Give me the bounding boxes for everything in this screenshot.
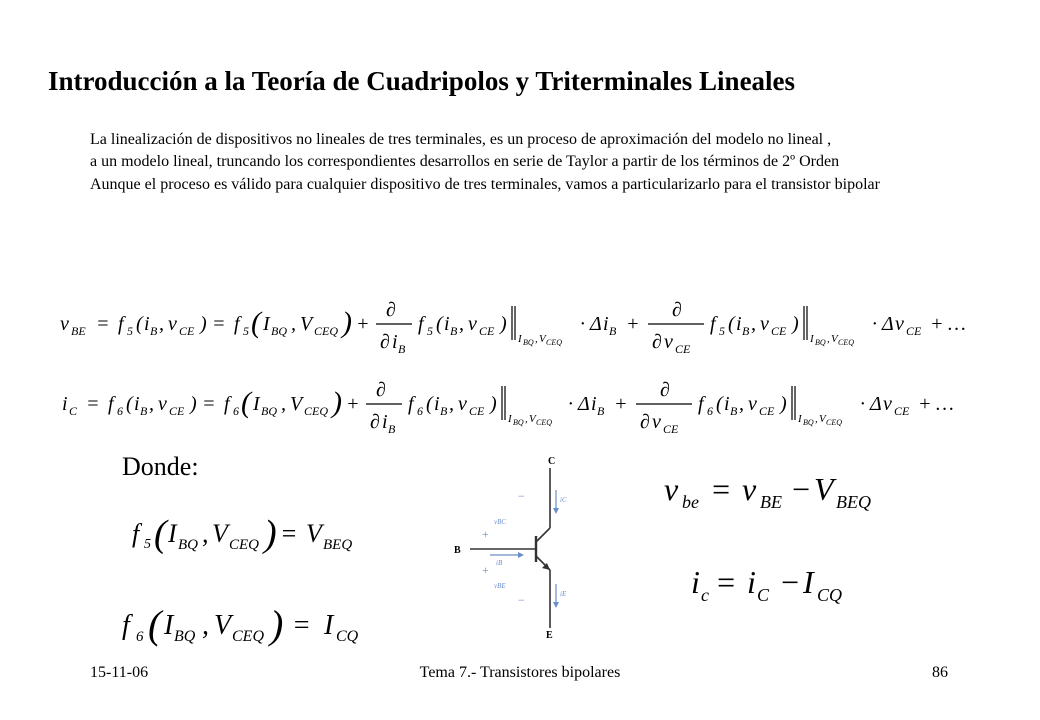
svg-text:CEQ: CEQ (232, 628, 264, 645)
eq1-render (60, 288, 990, 358)
svg-text:BE: BE (760, 492, 782, 512)
footer-title: Tema 7.- Transistores bipolares (419, 664, 621, 681)
footer-date: 15-11-06 (90, 664, 149, 681)
svg-text:v: v (742, 471, 757, 507)
svg-text:be: be (682, 492, 699, 512)
svg-text:,: , (291, 313, 296, 335)
svg-text:I: I (164, 610, 174, 641)
svg-text:=: = (202, 393, 216, 415)
svg-text:+: + (482, 563, 489, 577)
svg-text:i: i (724, 393, 730, 415)
svg-text:CE: CE (771, 324, 787, 338)
svg-text:+: + (346, 393, 360, 415)
svg-text:B: B (140, 404, 148, 418)
svg-text:(: ( (148, 602, 162, 647)
svg-text:CEQ: CEQ (536, 418, 552, 427)
svg-text:,: , (149, 393, 154, 415)
vbe-render (660, 462, 900, 518)
vbc-voltage-label: vBC (494, 518, 507, 526)
svg-text:BEQ: BEQ (836, 492, 871, 512)
svg-text:I: I (518, 333, 522, 345)
svg-text:−: − (790, 471, 812, 507)
svg-text:v: v (664, 331, 673, 353)
svg-text:v: v (760, 313, 769, 335)
svg-text:): ) (500, 313, 507, 335)
svg-text:6: 6 (707, 404, 713, 418)
svg-text:+: + (482, 527, 489, 541)
svg-text:i: i (591, 393, 597, 415)
svg-text:−: − (518, 593, 525, 607)
svg-text:(: ( (251, 306, 261, 339)
svg-text:V: V (300, 313, 313, 335)
body-paragraph-1: La linealización de dispositivos no lineales de tres terminales, es un proceso de aproximación del modelo no lineal , (90, 131, 832, 148)
vbe-voltage-label: vBE (494, 582, 506, 590)
svg-text:Δ: Δ (590, 313, 602, 335)
svg-text:CEQ: CEQ (229, 537, 259, 553)
svg-text:=: = (280, 519, 298, 548)
svg-text:V: V (831, 333, 838, 345)
svg-text:CE: CE (759, 404, 775, 418)
svg-text:I: I (803, 564, 814, 600)
svg-text:(: ( (136, 313, 143, 335)
svg-text:CE: CE (169, 404, 185, 418)
svg-text:v: v (168, 313, 177, 335)
svg-text:f: f (108, 393, 114, 415)
svg-text:CEQ: CEQ (838, 338, 854, 347)
svg-text:=: = (292, 610, 311, 641)
terminal-e-label: E (546, 630, 553, 641)
svg-text:): ) (490, 393, 497, 415)
svg-text:): ) (264, 513, 277, 555)
ic-render (685, 555, 875, 611)
svg-text:v: v (748, 393, 757, 415)
svg-text:+: + (626, 313, 640, 335)
svg-text:BQ: BQ (815, 338, 826, 347)
svg-text:i: i (691, 564, 700, 600)
svg-text:∂: ∂ (386, 299, 396, 321)
svg-text:B: B (440, 404, 448, 418)
svg-text:): ) (342, 306, 352, 339)
svg-text:CEQ: CEQ (314, 324, 338, 338)
body-paragraph-3: Aunque el proceso es válido para cualquier dispositivo de tres terminales, vamos a particularizarlo para el transistor bipolar (90, 175, 880, 193)
svg-text:V: V (814, 471, 834, 507)
svg-text:=: = (212, 313, 226, 335)
svg-text:v: v (895, 313, 904, 335)
svg-text:=: = (715, 564, 737, 600)
svg-text:,: , (449, 393, 454, 415)
svg-text:v: v (158, 393, 167, 415)
svg-text:+: + (614, 393, 628, 415)
svg-text:): ) (780, 393, 787, 415)
svg-text:,: , (535, 333, 538, 345)
svg-text:I: I (253, 393, 260, 415)
svg-text:=: = (710, 471, 732, 507)
svg-text:I: I (508, 413, 512, 425)
svg-text:B: B (597, 404, 605, 418)
svg-text:CE: CE (906, 324, 922, 338)
npn-transistor-icon (450, 452, 590, 642)
svg-text:∂: ∂ (640, 411, 650, 433)
svg-text:∂: ∂ (652, 331, 662, 353)
svg-text:CEQ: CEQ (826, 418, 842, 427)
svg-text:CE: CE (469, 404, 485, 418)
svg-text:V: V (212, 519, 228, 548)
svg-text:∂: ∂ (672, 299, 682, 321)
formula-ic (685, 555, 875, 616)
svg-text:(: ( (728, 313, 735, 335)
svg-text:): ) (190, 393, 197, 415)
svg-text:B: B (730, 404, 738, 418)
svg-text:,: , (525, 413, 528, 425)
svg-text:f: f (132, 519, 140, 548)
svg-text:5: 5 (144, 537, 151, 552)
svg-text:CEQ: CEQ (304, 404, 328, 418)
svg-text:V: V (819, 413, 826, 425)
ib-current-label: iB (496, 559, 503, 567)
svg-text:∂: ∂ (660, 379, 670, 401)
svg-text:B: B (398, 342, 406, 356)
svg-text:Δ: Δ (870, 393, 882, 415)
svg-text:+: + (918, 393, 932, 415)
svg-text:V: V (290, 393, 303, 415)
svg-text:(: ( (126, 393, 133, 415)
svg-text:6: 6 (136, 629, 144, 645)
footer-page-number: 86 (932, 664, 948, 681)
svg-text:B: B (450, 324, 458, 338)
svg-text:,: , (202, 610, 209, 641)
svg-text:I: I (798, 413, 802, 425)
svg-text:CE: CE (479, 324, 495, 338)
ie-current-label: iE (560, 590, 567, 598)
svg-text:+: + (930, 313, 944, 335)
svg-text:): ) (792, 313, 799, 335)
svg-text:(: ( (241, 386, 251, 419)
formula-f5 (128, 500, 378, 565)
svg-text:i: i (144, 313, 150, 335)
svg-text:·: · (568, 393, 573, 415)
svg-text:i: i (736, 313, 742, 335)
formula-f6 (118, 592, 383, 657)
svg-text:f: f (224, 393, 230, 415)
eq2-render (60, 368, 990, 438)
svg-text:i: i (134, 393, 140, 415)
svg-text:f: f (408, 393, 414, 415)
taylor-equation-ic (60, 368, 990, 438)
svg-text:i: i (603, 313, 609, 335)
svg-text:f: f (418, 313, 424, 335)
svg-text:C: C (757, 585, 770, 605)
svg-text:CEQ: CEQ (546, 338, 562, 347)
svg-text:CE: CE (663, 422, 679, 436)
svg-text:BQ: BQ (513, 418, 524, 427)
svg-text:6: 6 (233, 404, 239, 418)
svg-text:V: V (539, 333, 546, 345)
svg-text:5: 5 (127, 324, 133, 338)
svg-text:BQ: BQ (178, 537, 198, 553)
svg-text:CE: CE (179, 324, 195, 338)
svg-text:,: , (202, 519, 209, 548)
svg-text:,: , (281, 393, 286, 415)
svg-text:∂: ∂ (370, 411, 380, 433)
svg-text:…: … (936, 393, 954, 415)
svg-text:v: v (458, 393, 467, 415)
svg-text:): ) (332, 386, 342, 419)
svg-text:(: ( (436, 313, 443, 335)
slide-title: Introducción a la Teoría de Cuadripolos y Triterminales Lineales (48, 66, 796, 96)
svg-text:v: v (883, 393, 892, 415)
svg-text:v: v (652, 411, 661, 433)
svg-text:CQ: CQ (817, 585, 843, 605)
svg-text:f: f (122, 610, 130, 641)
svg-text:·: · (872, 313, 877, 335)
svg-text:BQ: BQ (271, 324, 287, 338)
bjt-circuit-diagram (450, 452, 590, 647)
svg-text:f: f (234, 313, 240, 335)
svg-text:CQ: CQ (336, 628, 359, 645)
svg-text:(: ( (154, 513, 167, 555)
svg-text:B: B (609, 324, 617, 338)
svg-text:CE: CE (894, 404, 910, 418)
svg-text:,: , (827, 333, 830, 345)
svg-text:5: 5 (427, 324, 433, 338)
svg-text:BE: BE (71, 324, 86, 338)
svg-text:,: , (739, 393, 744, 415)
svg-text:BQ: BQ (803, 418, 814, 427)
svg-text:B: B (388, 422, 396, 436)
svg-text:BQ: BQ (261, 404, 277, 418)
svg-text:I: I (324, 610, 334, 641)
svg-text:v: v (664, 471, 679, 507)
svg-text:−: − (518, 489, 525, 503)
svg-text:i: i (392, 331, 398, 353)
svg-text:): ) (200, 313, 207, 335)
svg-text:6: 6 (117, 404, 123, 418)
svg-text:c: c (701, 585, 709, 605)
svg-text:…: … (948, 313, 966, 335)
svg-text:BEQ: BEQ (323, 537, 353, 553)
svg-text:V: V (529, 413, 536, 425)
svg-text:6: 6 (417, 404, 423, 418)
svg-text:I: I (263, 313, 270, 335)
svg-text:5: 5 (719, 324, 725, 338)
svg-text:CE: CE (675, 342, 691, 356)
svg-text:v: v (60, 313, 69, 335)
svg-text:f: f (698, 393, 704, 415)
svg-text:i: i (382, 411, 388, 433)
body-text (90, 129, 910, 196)
svg-text:∂: ∂ (380, 331, 390, 353)
svg-text:+: + (356, 313, 370, 335)
svg-text:i: i (62, 393, 68, 415)
body-paragraph-2: a un modelo lineal, truncando los correspondientes desarrollos en serie de Taylor a partir de los términos de 2º Orden (90, 153, 840, 171)
svg-text:): ) (270, 602, 284, 647)
svg-text:=: = (86, 393, 100, 415)
svg-text:I: I (168, 519, 177, 548)
svg-text:,: , (459, 313, 464, 335)
svg-text:C: C (69, 404, 78, 418)
svg-text:(: ( (716, 393, 723, 415)
svg-text:·: · (580, 313, 585, 335)
svg-text:∂: ∂ (376, 379, 386, 401)
svg-text:,: , (751, 313, 756, 335)
svg-text:i: i (444, 313, 450, 335)
svg-text:BQ: BQ (174, 628, 196, 645)
svg-text:BQ: BQ (523, 338, 534, 347)
svg-text:,: , (159, 313, 164, 335)
donde-label: Donde: (122, 452, 199, 481)
f5-render (128, 500, 378, 560)
svg-text:,: , (815, 413, 818, 425)
svg-text:=: = (96, 313, 110, 335)
svg-text:−: − (779, 564, 801, 600)
svg-text:I: I (810, 333, 814, 345)
ic-current-label: iC (560, 496, 567, 504)
svg-text:Δ: Δ (882, 313, 894, 335)
taylor-equation-vbe (60, 288, 990, 358)
f6-render (118, 592, 383, 652)
svg-text:5: 5 (243, 324, 249, 338)
svg-text:f: f (710, 313, 716, 335)
svg-text:V: V (214, 610, 232, 641)
svg-text:(: ( (426, 393, 433, 415)
svg-text:f: f (118, 313, 124, 335)
svg-text:v: v (468, 313, 477, 335)
formula-vbe (660, 462, 900, 523)
svg-text:B: B (742, 324, 750, 338)
svg-text:Δ: Δ (578, 393, 590, 415)
terminal-c-label: C (548, 456, 556, 467)
svg-text:·: · (860, 393, 865, 415)
svg-text:B: B (150, 324, 158, 338)
svg-text:i: i (434, 393, 440, 415)
terminal-b-label: B (454, 545, 461, 556)
svg-text:V: V (306, 519, 322, 548)
svg-text:i: i (747, 564, 756, 600)
